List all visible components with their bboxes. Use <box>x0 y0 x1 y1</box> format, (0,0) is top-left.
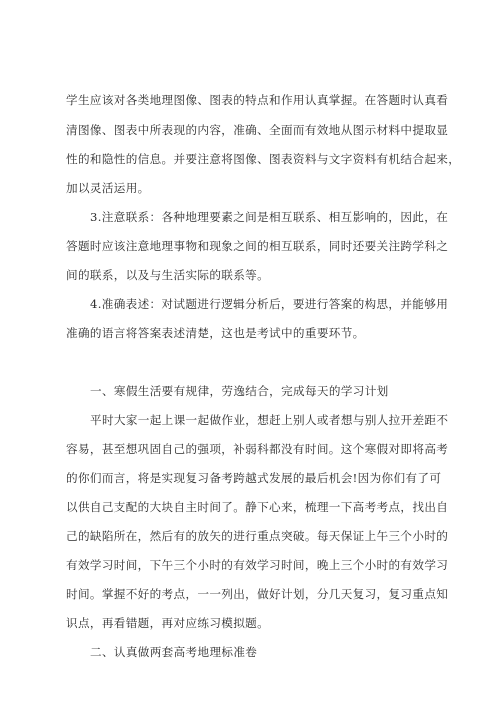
paragraph-line: 识点，再看错题，再对应练习模拟题。 <box>66 616 270 630</box>
paragraph-line: 平时大家一起上课一起做作业，想赶上别人或者想与别人拉开差距不 <box>90 413 449 427</box>
paragraph-line: 间的联系，以及与生活实际的联系等。 <box>66 268 270 282</box>
paragraph-line: 性的和隐性的信息。并要注意将图像、图表资料与文字资料有机结合起来， <box>66 152 461 166</box>
section-heading: 一、寒假生活要有规律，劳逸结合，完成每天的学习计划 <box>90 384 389 398</box>
paragraph-line: 准确的语言将答案表述清楚，这也是考试中的重要环节。 <box>66 326 365 340</box>
paragraph-line: 清图像、图表中所表现的内容，准确、全面而有效地从图示材料中提取显 <box>66 123 449 137</box>
paragraph-line: 4.准确表述：对试题进行逻辑分析后，要进行答案的构思，并能够用 <box>90 297 449 311</box>
paragraph-line: 3.注意联系：各种地理要素之间是相互联系、相互影响的，因此，在 <box>90 210 449 224</box>
paragraph-line: 时间。掌握不好的考点，一一列出，做好计划，分几天复习，复习重点知 <box>66 587 449 601</box>
paragraph-line: 答题时应该注意地理事物和现象之间的相互联系，同时还要关注跨学科之 <box>66 239 449 253</box>
paragraph-line: 以供自己支配的大块自主时间了。静下心来，梳理一下高考考点，找出自 <box>66 500 449 514</box>
paragraph-line: 的你们而言，将是实现复习备考跨越式发展的最后机会!因为你们有了可 <box>66 471 442 485</box>
paragraph-line: 容易，甚至想巩固自己的强项，补弱科都没有时间。这个寒假对即将高考 <box>66 442 449 456</box>
section-heading: 二、认真做两套高考地理标准卷 <box>90 645 258 659</box>
paragraph-line: 己的缺陷所在，然后有的放矢的进行重点突破。每天保证上午三个小时的 <box>66 529 449 543</box>
paragraph-line: 加以灵活运用。 <box>66 181 150 195</box>
paragraph-line: 有效学习时间，下午三个小时的有效学习时间，晚上三个小时的有效学习 <box>66 558 449 572</box>
paragraph-line: 学生应该对各类地理图像、图表的特点和作用认真掌握。在答题时认真看 <box>66 93 449 107</box>
